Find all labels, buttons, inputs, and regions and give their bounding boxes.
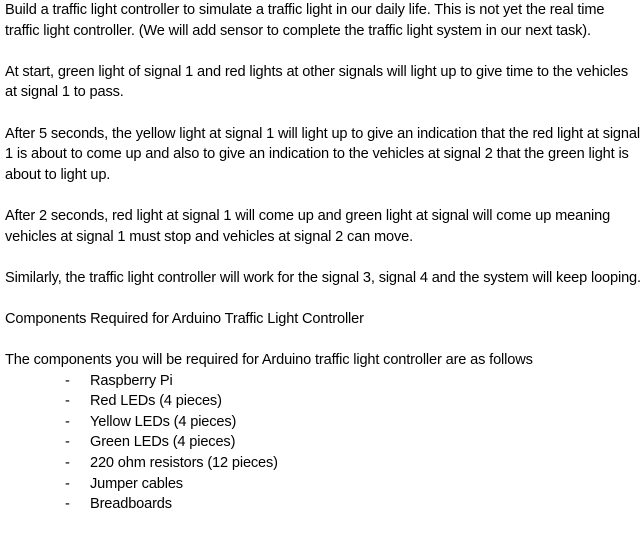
component-green-leds: Green LEDs (4 pieces) xyxy=(90,434,236,451)
list-marker: - xyxy=(65,434,70,451)
list-item xyxy=(5,474,641,495)
paragraph-intro: Build a traffic light controller to simulate a traffic light in our daily life. This is not yet the real time traffic light controller. (We will add sensor to complete the traffic light system in our next task). xyxy=(5,2,605,39)
component-jumper-cables: Jumper cables xyxy=(90,475,183,492)
list-item xyxy=(5,453,641,474)
list-marker: - xyxy=(65,393,70,410)
component-raspberry-pi: Raspberry Pi xyxy=(90,372,173,389)
list-item xyxy=(5,412,641,433)
list-marker: - xyxy=(65,413,70,430)
list-item xyxy=(5,391,641,412)
component-resistors: 220 ohm resistors (12 pieces) xyxy=(90,455,278,472)
components-intro: The components you will be required for Arduino traffic light controller are as follows xyxy=(5,352,533,369)
component-red-leds: Red LEDs (4 pieces) xyxy=(90,393,222,410)
list-item xyxy=(5,371,641,392)
component-yellow-leds: Yellow LEDs (4 pieces) xyxy=(90,413,237,430)
paragraph-looping: Similarly, the traffic light controller will work for the signal 3, signal 4 and the system will keep looping. xyxy=(5,269,641,286)
list-marker: - xyxy=(65,475,70,492)
paragraph-yellow-phase: After 5 seconds, the yellow light at signal 1 will light up to give an indication that the red light at signal 1 is about to come up and also to give an indication to the vehicles at signal 2 that the green light is about to light up. xyxy=(5,125,640,183)
components-heading: Components Required for Arduino Traffic Light Controller xyxy=(5,310,364,327)
list-marker: - xyxy=(65,455,70,472)
paragraph-red-phase: After 2 seconds, red light at signal 1 will come up and green light at signal will come up meaning vehicles at signal 1 must stop and vehicles at signal 2 can move. xyxy=(5,207,611,245)
list-item xyxy=(5,432,641,453)
components-list xyxy=(5,371,641,515)
list-marker: - xyxy=(65,496,70,513)
list-marker: - xyxy=(65,372,70,389)
document-body xyxy=(5,0,641,515)
paragraph-start-state: At start, green light of signal 1 and red lights at other signals will light up to give time to the vehicles at signal 1 to pass. xyxy=(5,63,629,101)
list-item xyxy=(5,494,641,515)
component-breadboards: Breadboards xyxy=(90,496,172,513)
